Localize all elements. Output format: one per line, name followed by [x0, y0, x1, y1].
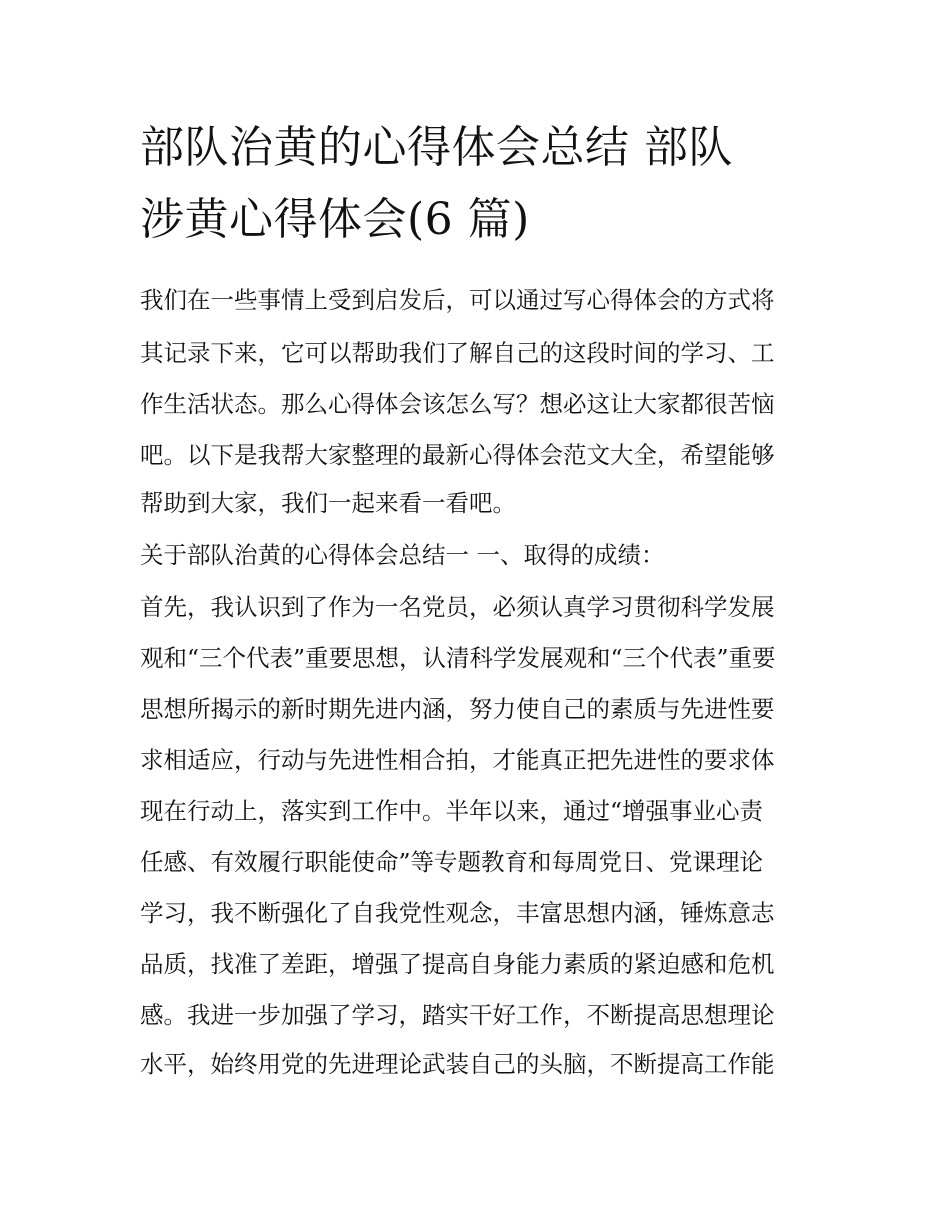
- document-title: [140, 112, 820, 256]
- body-line: 品质，找准了差距，增强了提高自身能力素质的紧迫感和危机: [140, 950, 775, 978]
- body-line: 其记录下来，它可以帮助我们了解自己的这段时间的学习、工: [140, 339, 775, 367]
- body-line: 求相适应，行动与先进性相合拍，才能真正把先进性的要求体: [140, 746, 775, 774]
- body-line: 现在行动上，落实到工作中。半年以来，通过“增强事业心责: [140, 797, 764, 825]
- title-line-2: 涉黄心得体会(6 篇): [140, 194, 530, 245]
- body-line: 首先，我认识到了作为一名党员，必须认真学习贯彻科学发展: [140, 593, 775, 621]
- body-line: 帮助到大家，我们一起来看一看吧。: [140, 489, 516, 517]
- body-line: 吧。以下是我帮大家整理的最新心得体会范文大全，希望能够: [140, 441, 775, 469]
- body-line: 学习，我不断强化了自我党性观念，丰富思想内涵，锤炼意志: [140, 899, 775, 927]
- body-line: 观和“三个代表”重要思想，认清科学发展观和“三个代表”重要: [140, 644, 776, 672]
- body-line: 思想所揭示的新时期先进内涵，努力使自己的素质与先进性要: [140, 695, 775, 723]
- title-line-1: 部队治黄的心得体会总结 部队: [140, 122, 733, 173]
- body-line: 任感、有效履行职能使命”等专题教育和每周党日、党课理论: [140, 848, 764, 876]
- body-line: 我们在一些事情上受到启发后，可以通过写心得体会的方式将: [140, 286, 775, 314]
- body-line: 感。我进一步加强了学习，踏实干好工作，不断提高思想理论: [140, 1001, 775, 1029]
- section-heading: 关于部队治黄的心得体会总结一 一、取得的成绩：: [140, 541, 665, 569]
- body-line: 水平，始终用党的先进理论武装自己的头脑，不断提高工作能: [140, 1050, 775, 1078]
- body-line: 作生活状态。那么心得体会该怎么写？想必这让大家都很苦恼: [140, 390, 775, 418]
